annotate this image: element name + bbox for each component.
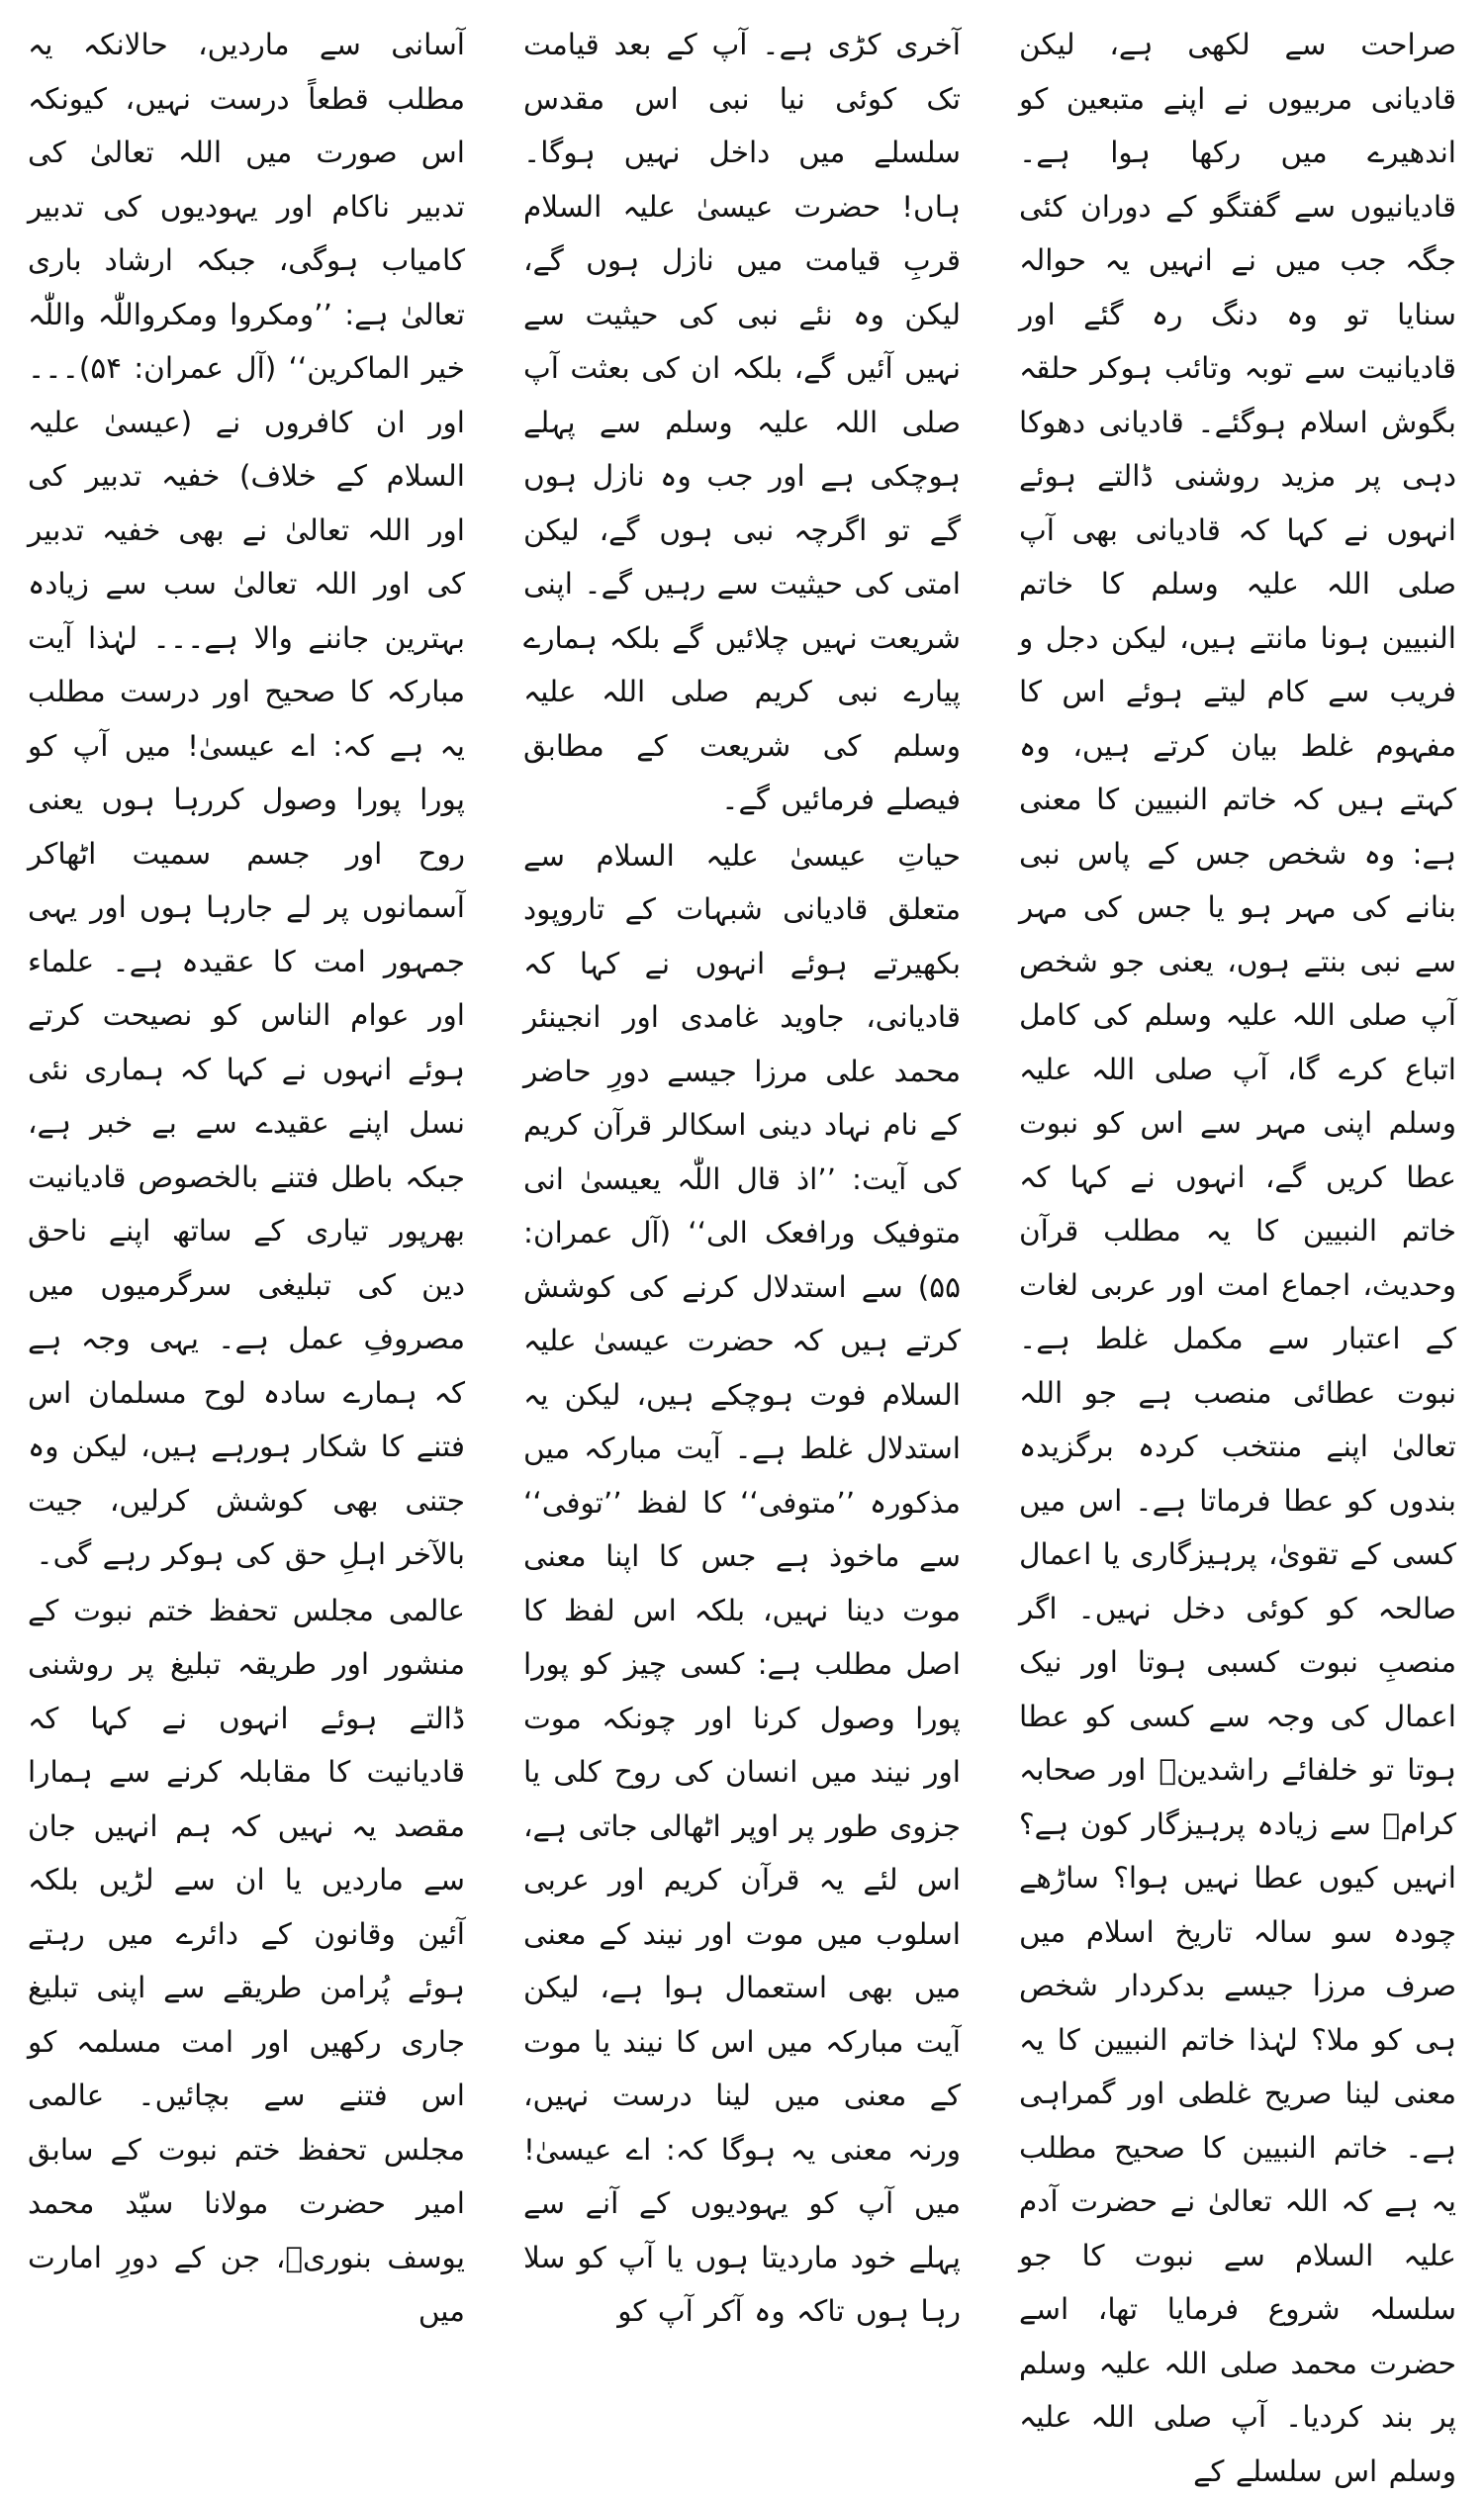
column-middle-paragraph-1: آخری کڑی ہے۔ آپ کے بعد قیامت تک کوئی نیا نبی اس مقدس سلسلے میں داخل نہیں ہوگا۔ ہاں! حضرت عیسیٰ علیہ السلام قربِ قیامت میں نازل ہوں گے، لیکن وہ نئے نبی کی حیثیت سے نہیں آئیں گے، بلکہ ان کی بعثت آپ صلی اللہ علیہ وسلم سے پہلے ہوچکی ہے اور جب وہ نازل ہوں گے تو اگرچہ نبی ہوں گے، لیکن امتی کی حیثیت سے رہیں گے۔ اپنی شریعت نہیں چلائیں گے بلکہ ہمارے پیارے نبی کریم صلی اللہ علیہ وسلم کی شریعت کے مطابق فیصلے فرمائیں گے۔	[523, 28, 961, 816]
column-left-paragraph-1: آسانی سے ماردیں، حالانکہ یہ مطلب قطعاً درست نہیں، کیونکہ اس صورت میں اللہ تعالیٰ کی تدبیر ناکام اور یہودیوں کی تدبیر کامیاب ہوگی، جبکہ ارشاد باری تعالیٰ ہے: ’’ومکروا ومکرواللّٰہ واللّٰہ خیر الماکرین‘‘ (آل عمران: ۵۴)۔۔۔ اور ان کافروں نے (عیسیٰ علیہ السلام کے خلاف) خفیہ تدبیر کی اور اللہ تعالیٰ نے بھی خفیہ تدبیر کی اور اللہ تعالیٰ سب سے زیادہ بہترین جاننے والا ہے۔۔۔ لہٰذا آیت مبارکہ کا صحیح اور درست مطلب یہ ہے کہ: اے عیسیٰ! میں آپ کو پورا پورا وصول کررہا ہوں یعنی روح اور جسم سمیت اٹھاکر آسمانوں پر لے جارہا ہوں اور یہی جمہور امت کا عقیدہ ہے۔ علماء اور عوام الناس کو نصیحت کرتے ہوئے انہوں نے کہا کہ ہماری نئی نسل اپنے عقیدے سے بے خبر ہے، جبکہ باطل فتنے بالخصوص قادیانیت بھرپور تیاری کے ساتھ اپنے ناحق دین کی تبلیغی سرگرمیوں میں مصروفِ عمل ہے۔ یہی وجہ ہے کہ ہمارے سادہ لوح مسلمان اس فتنے کا شکار ہورہے ہیں، لیکن وہ جتنی بھی کوشش کرلیں، جیت بالآخر اہلِ حق کی ہوکر رہے گی۔	[28, 28, 465, 1571]
column-middle-paragraph-2: حیاتِ عیسیٰ علیہ السلام سے متعلق قادیانی شبہات کے تاروپود بکھیرتے ہوئے انہوں نے کہا کہ قادیانی، جاوید غامدی اور انجینئر محمد علی مرزا جیسے دورِ حاضر کے نام نہاد دینی اسکالر قرآن کریم کی آیت: ’’اذ قال اللّٰہ یعیسیٰ انی متوفیک ورافعک الی‘‘ (آل عمران: ۵۵) سے استدلال کرنے کی کوشش کرتے ہیں کہ حضرت عیسیٰ علیہ السلام فوت ہوچکے ہیں، لیکن یہ استدلال غلط ہے۔ آیت مبارکہ میں مذکورہ ’’متوفی‘‘ کا لفظ ’’توفی‘‘ سے ماخوذ ہے جس کا اپنا معنی موت دینا نہیں، بلکہ اس لفظ کا اصل مطلب ہے: کسی چیز کو پورا پورا وصول کرنا اور چونکہ موت اور نیند میں انسان کی روح کلی یا جزوی طور پر اوپر اٹھالی جاتی ہے، اس لئے یہ قرآن کریم اور عربی اسلوب میں موت اور نیند کے معنی میں بھی استعمال ہوا ہے، لیکن آیت مبارکہ میں اس کا نیند یا موت کے معنی میں لینا درست نہیں، ورنہ معنی یہ ہوگا کہ: اے عیسیٰ! میں آپ کو یہودیوں کے آنے سے پہلے خود ماردیتا ہوں یا آپ کو سلا رہا ہوں تاکہ وہ آکر آپ کو	[523, 838, 961, 2328]
text-columns	[28, 18, 1456, 2488]
column-right-paragraph-1: صراحت سے لکھی ہے، لیکن قادیانی مربیوں نے اپنے متبعین کو اندھیرے میں رکھا ہوا ہے۔ قادیانیوں سے گفتگو کے دوران کئی جگہ جب میں نے انہیں یہ حوالہ سنایا تو وہ دنگ رہ گئے اور قادیانیت سے توبہ وتائب ہوکر حلقہ بگوش اسلام ہوگئے۔ قادیانی دھوکا دہی پر مزید روشنی ڈالتے ہوئے انہوں نے کہا کہ قادیانی بھی آپ صلی اللہ علیہ وسلم کا خاتم النبیین ہونا مانتے ہیں، لیکن دجل و فریب سے کام لیتے ہوئے اس کا مفہوم غلط بیان کرتے ہیں، وہ کہتے ہیں کہ خاتم النبیین کا معنی ہے: وہ شخص جس کے پاس نبی بنانے کی مہر ہو یا جس کی مہر سے نبی بنتے ہوں، یعنی جو شخص آپ صلی اللہ علیہ وسلم کی کامل اتباع کرے گا، آپ صلی اللہ علیہ وسلم اپنی مہر سے اس کو نبوت عطا کریں گے، انہوں نے کہا کہ خاتم النبیین کا یہ مطلب قرآن وحدیث، اجماع امت اور عربی لغات کے اعتبار سے مکمل غلط ہے۔ نبوت عطائی منصب ہے جو اللہ تعالیٰ اپنے منتخب کردہ برگزیدہ بندوں کو عطا فرماتا ہے۔ اس میں کسی کے تقویٰ، پرہیزگاری یا اعمال صالحہ کو کوئی دخل نہیں۔ اگر منصبِ نبوت کسبی ہوتا اور نیک اعمال کی وجہ سے کسی کو عطا ہوتا تو خلفائے راشدینؓ اور صحابہ کرامؓ سے زیادہ پرہیزگار کون ہے؟ انہیں کیوں عطا نہیں ہوا؟ ساڑھے چودہ سو سالہ تاریخ اسلام میں صرف مرزا جیسے بدکردار شخص ہی کو ملا؟ لہٰذا خاتم النبیین کا یہ معنی لینا صریح غلطی اور گمراہی ہے۔ خاتم النبیین کا صحیح مطلب یہ ہے کہ اللہ تعالیٰ نے حضرت آدم علیہ السلام سے نبوت کا جو سلسلہ شروع فرمایا تھا، اسے حضرت محمد صلی اللہ علیہ وسلم پر بند کردیا۔ آپ صلی اللہ علیہ وسلم اس سلسلے کے	[1019, 28, 1456, 2488]
column-left-paragraph-2: عالمی مجلس تحفظ ختم نبوت کے منشور اور طریقہ تبلیغ پر روشنی ڈالتے ہوئے انہوں نے کہا کہ قادیانیت کا مقابلہ کرنے سے ہمارا مقصد یہ نہیں کہ ہم انہیں جان سے ماردیں یا ان سے لڑیں بلکہ آئین وقانون کے دائرے میں رہتے ہوئے پُرامن طریقے سے اپنی تبلیغ جاری رکھیں اور امت مسلمہ کو اس فتنے سے بچائیں۔ عالمی مجلس تحفظ ختم نبوت کے سابق امیر حضرت مولانا سیّد محمد یوسف بنوریؒ، جن کے دورِ امارت میں	[28, 1593, 465, 2328]
column-middle	[523, 18, 961, 2328]
column-right	[1019, 18, 1456, 2488]
column-left	[28, 18, 465, 2328]
